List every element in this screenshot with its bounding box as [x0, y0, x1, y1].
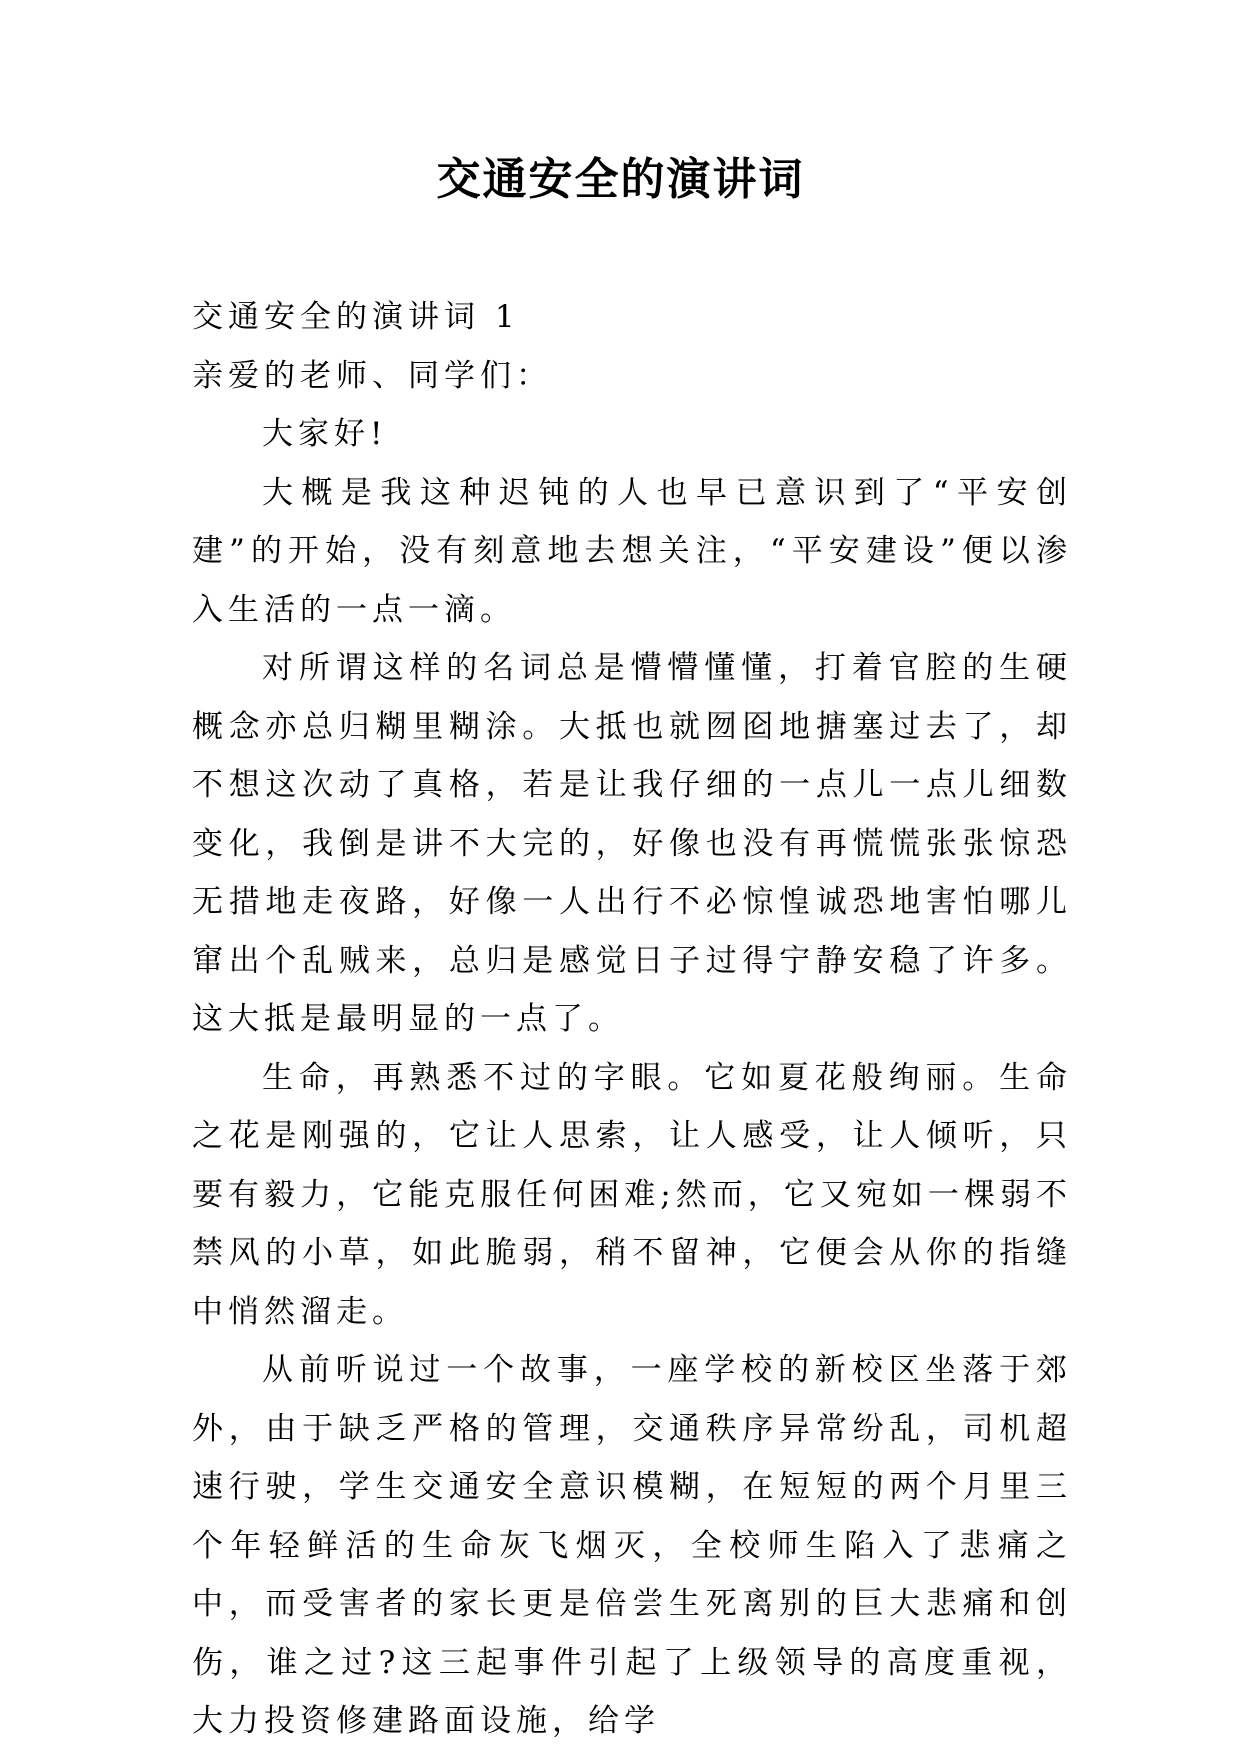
paragraph-peace-creation: 大概是我这种迟钝的人也早已意识到了“平安创建”的开始，没有刻意地去想关注，“平安建设”便以渗入生活的一点一滴。 — [192, 474, 1072, 628]
paragraph-life: 生命，再熟悉不过的字眼。它如夏花般绚丽。生命之花是刚强的，它让人思索，让人感受，让人倾听，只要有毅力，它能克服任何困难;然而，它又宛如一棵弱不禁风的小草，如此脆弱，稍不留神，它便会从你的指缝中悄然溜走。 — [192, 1059, 1072, 1330]
document-title: 交通安全的演讲词 — [436, 154, 805, 205]
section-heading: 交通安全的演讲词 1 — [192, 299, 520, 335]
salutation: 亲爱的老师、同学们： — [192, 357, 552, 394]
paragraph-daily-changes: 对所谓这样的名词总是懵懵懂懂，打着官腔的生硬概念亦总归糊里糊涂。大抵也就囫囵地搪塞过去了，却不想这次动了真格，若是让我仔细的一点儿一点儿细数变化，我倒是讲不大完的，好像也没有再慌慌张张惊恐无措地走夜路，好像一人出行不必惊惶诚恐地害怕哪儿窜出个乱贼来，总归是感觉日子过得宁静安稳了许多。这大抵是最明显的一点了。 — [192, 650, 1072, 1037]
paragraph-story: 从前听说过一个故事，一座学校的新校区坐落于郊外，由于缺乏严格的管理，交通秩序异常纷乱，司机超速行驶，学生交通安全意识模糊，在短短的两个月里三个年轻鲜活的生命灰飞烟灭，全校师生陷入了悲痛之中，而受害者的家长更是倍尝生死离别的巨大悲痛和创伤，谁之过?这三起事件引起了上级领导的高度重视，大力投资修建路面设施，给学 — [192, 1352, 1072, 1739]
paragraph-greeting: 大家好! — [262, 416, 388, 452]
document-body — [192, 288, 1072, 1751]
